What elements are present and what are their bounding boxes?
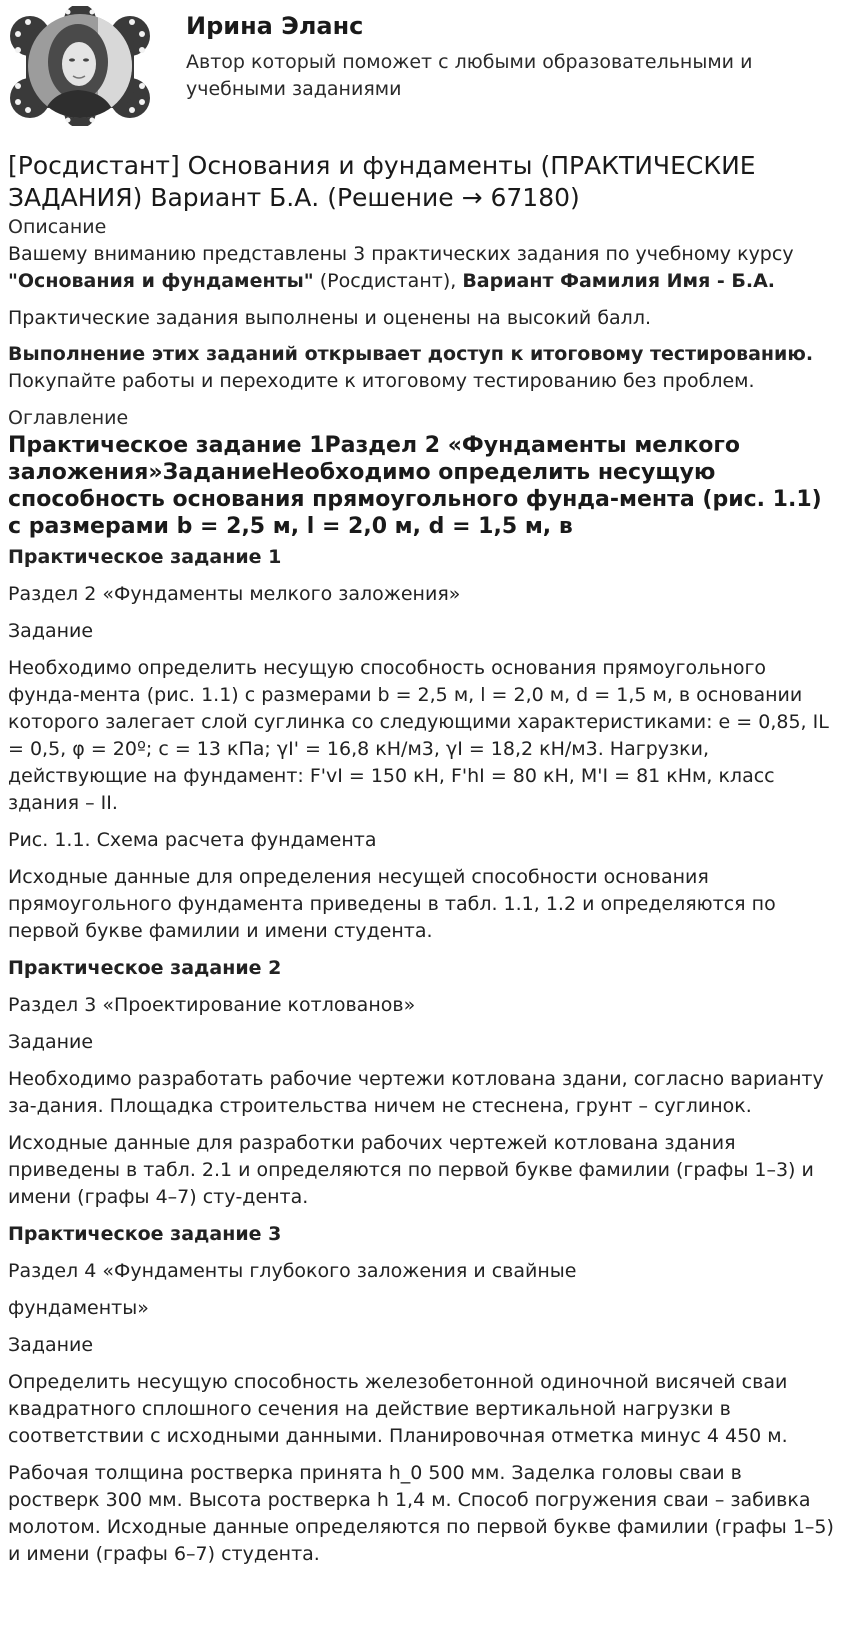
task-1-title-text: Практическое задание 1 xyxy=(8,546,282,568)
description-intro xyxy=(8,241,839,295)
graded-text: Практические задания выполнены и оценены на высокий балл. xyxy=(8,307,652,329)
document-title: [Росдистант] Основания и фундаменты (ПРАКТИЧЕСКИЕ ЗАДАНИЯ) Вариант Б.А. (Решение → 67180) xyxy=(8,151,756,212)
task-1-paragraph: Исходные данные для определения несущей способности основания прямоугольного фундамента приведены в табл. 1.1, 1.2 и определяются по первой букве фамилии и имени студента. xyxy=(8,866,776,942)
access-paragraph xyxy=(8,341,839,395)
access-text: Выполнение этих заданий открывает доступ к итоговому тестированию. xyxy=(8,343,814,365)
provider-text: (Росдистант), xyxy=(313,270,463,292)
task-3-paragraph: Рабочая толщина ростверка принята h_0 500 мм. Заделка головы сваи в ростверк 300 мм. Высота ростверка h 1,4 м. Способ погружения сваи – забивка молотом. Исходные данные определяются по первой букве фамилии (графы 1–5) и имени (графы 6–7) студента. xyxy=(8,1462,834,1565)
task-2-paragraph: Необходимо разработать рабочие чертежи котлована здани, согласно варианту за-дания. Площадка строительства ничем не стеснена, грунт – суглинок. xyxy=(8,1068,824,1117)
author-card xyxy=(8,0,839,135)
course-name: "Основания и фундаменты" xyxy=(8,270,314,292)
task-2-section: Раздел 3 «Проектирование котлованов» xyxy=(8,994,416,1016)
toc-label: Оглавление xyxy=(8,407,129,429)
task-1-figure-caption: Рис. 1.1. Схема расчета фундамента xyxy=(8,829,377,851)
author-name[interactable]: Ирина Эланс xyxy=(186,12,364,40)
variant-text: Вариант Фамилия Имя - Б.А. xyxy=(462,270,776,292)
task-1-section: Раздел 2 «Фундаменты мелкого заложения» xyxy=(8,583,461,605)
task-3-section: Раздел 4 «Фундаменты глубокого заложения и свайные xyxy=(8,1260,577,1282)
toc-heading: Практическое задание 1Раздел 2 «Фундаменты мелкого заложения»ЗаданиеНеобходимо определить несущую способность основания прямоугольного фунда-мента (рис. 1.1) с размерами b = 2,5 м, l = 2,0 м, d = 1,5 м, в xyxy=(8,433,822,539)
task-3-label: Задание xyxy=(8,1334,94,1356)
intro-text: Вашему вниманию представлены 3 практических задания по учебному курсу xyxy=(8,243,794,265)
task-2-title xyxy=(8,955,839,982)
task-3-title-text: Практическое задание 3 xyxy=(8,1223,282,1245)
task-3-title xyxy=(8,1221,839,1248)
task-1-label: Задание xyxy=(8,620,94,642)
page xyxy=(8,0,839,1578)
task-2-title-text: Практическое задание 2 xyxy=(8,957,282,979)
task-2-label: Задание xyxy=(8,1031,94,1053)
description-label: Описание xyxy=(8,216,107,238)
call-to-action-text: Покупайте работы и переходите к итоговому тестированию без проблем. xyxy=(8,370,755,392)
task-3-section-continued: фундаменты» xyxy=(8,1297,149,1319)
task-1-paragraph: Необходимо определить несущую способность основания прямоугольного фунда-мента (рис. 1.1) с размерами b = 2,5 м, l = 2,0 м, d = 1,5 м, в основании которого залегает слой суглинка со следующими характеристиками: e = 0,85, IL = 0,5, φ = 20º; c = 13 кПа; γI' = 16,8 кН/м3, γI = 18,2 кН/м3. Нагрузки, действующие на фундамент: F'vI = 150 кН, F'hI = 80 кН, M'I = 81 кНм, класс здания – II. xyxy=(8,657,829,814)
author-description: Автор который поможет с любыми образовательными и учебными заданиями xyxy=(186,51,753,100)
task-2-paragraph: Исходные данные для разработки рабочих чертежей котлована здания приведены в табл. 2.1 и определяются по первой букве фамилии (графы 1–3) и имени (графы 4–7) сту-дента. xyxy=(8,1132,814,1208)
task-1-title xyxy=(8,544,839,571)
author-avatar[interactable] xyxy=(8,6,152,126)
task-3-paragraph: Определить несущую способность железобетонной одиночной висячей сваи квадратного сплошного сечения на действие вертикальной нагрузки в соответствии с исходными данными. Планировочная отметка минус 4 450 м. xyxy=(8,1371,788,1447)
